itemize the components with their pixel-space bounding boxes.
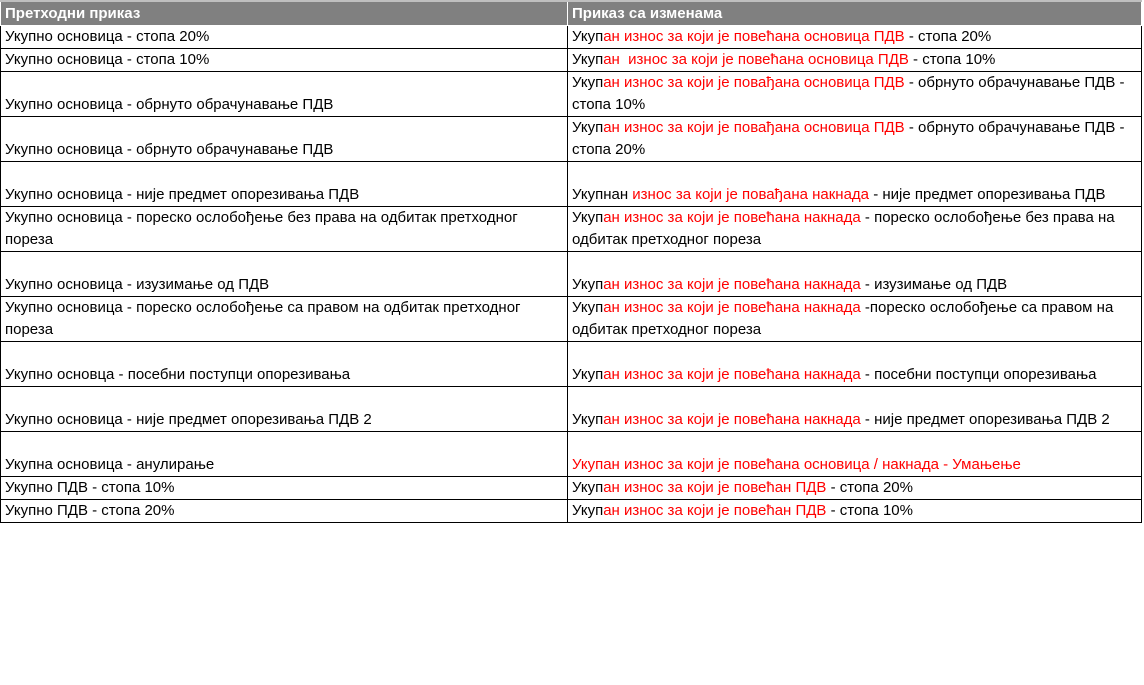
text-black: -пореско ослобођење са правом на одбитак претходног пореза	[572, 299, 1114, 338]
table-row	[1, 117, 1142, 162]
text-red: ан износ за који је повађана основица ПДВ	[603, 74, 905, 91]
table-row	[1, 162, 1142, 207]
text-black: - посебни поступци опорезивања	[860, 366, 1097, 383]
text-black: - стопа 20%	[826, 479, 913, 496]
text-black: - није предмет опорезивања ПДВ 2	[860, 411, 1110, 428]
text-red: ан износ за који је повађана основица ПДВ	[603, 119, 905, 136]
cell-changed[interactable]	[568, 252, 1142, 297]
text-red: ан износ за који је повећана основица ПДВ	[603, 28, 905, 45]
cell-changed[interactable]	[568, 477, 1142, 500]
cell-previous[interactable]: Укупно основица - обрнуто обрачунавање ПДВ	[1, 117, 568, 162]
text-red: ан износ за који је повећана накнада	[603, 411, 861, 428]
text-black: Укуп	[572, 28, 604, 45]
text-red: износ за који је повађана накнада	[632, 186, 870, 203]
cell-changed[interactable]	[568, 432, 1142, 477]
cell-previous[interactable]: Укупно основица - обрнуто обрачунавање ПДВ	[1, 72, 568, 117]
text-red: ан износ за који је повећана основица ПДВ	[603, 51, 909, 68]
text-red: ан износ за који је повећана накнада	[603, 299, 861, 316]
text-black: - није предмет опорезивања ПДВ	[869, 186, 1106, 203]
text-black: - обрнуто обрачунавање ПДВ - стопа 10%	[572, 74, 1125, 113]
text-red: ан износ за који је повећана накнада	[603, 209, 861, 226]
text-black: Укуп	[572, 209, 604, 226]
table-row	[1, 342, 1142, 387]
table-row	[1, 297, 1142, 342]
cell-previous[interactable]: Укупно основица - пореско ослобођење са правом на одбитак претходног пореза	[1, 297, 568, 342]
text-red: Укупан износ за који је повећана основица / накнада - Умањење	[572, 456, 1021, 473]
cell-previous[interactable]: Укупно основица - пореско ослобођење без права на одбитак претходног пореза	[1, 207, 568, 252]
cell-changed[interactable]	[568, 207, 1142, 252]
table-row	[1, 49, 1142, 72]
cell-previous[interactable]: Укупно основица - није предмет опорезивања ПДВ	[1, 162, 568, 207]
cell-changed[interactable]	[568, 49, 1142, 72]
cell-changed[interactable]	[568, 342, 1142, 387]
text-black: - стопа 10%	[826, 502, 913, 519]
text-black: Укуп	[572, 119, 604, 136]
cell-changed[interactable]	[568, 117, 1142, 162]
header-previous[interactable]: Претходни приказ	[1, 1, 568, 26]
table-row	[1, 500, 1142, 523]
cell-changed[interactable]	[568, 297, 1142, 342]
cell-changed[interactable]	[568, 72, 1142, 117]
text-black: Укуп	[572, 74, 604, 91]
cell-previous[interactable]: Укупно основица - изузимање од ПДВ	[1, 252, 568, 297]
cell-previous[interactable]: Укупно ПДВ - стопа 20%	[1, 500, 568, 523]
table-row	[1, 72, 1142, 117]
table-row	[1, 26, 1142, 49]
table-row	[1, 477, 1142, 500]
cell-changed[interactable]	[568, 500, 1142, 523]
text-black: Укуп	[572, 411, 604, 428]
cell-previous[interactable]: Укупна основица - анулирање	[1, 432, 568, 477]
text-black: Укуп	[572, 299, 604, 316]
text-black: Укуп	[572, 366, 604, 383]
text-black: - стопа 20%	[904, 28, 992, 45]
table-row	[1, 432, 1142, 477]
cell-previous[interactable]: Укупно основица - стопа 20%	[1, 26, 568, 49]
cell-changed[interactable]	[568, 387, 1142, 432]
text-black: - обрнуто обрачунавање ПДВ - стопа 20%	[572, 119, 1125, 158]
text-black: Укупнан	[572, 186, 633, 203]
table-row	[1, 387, 1142, 432]
cell-previous[interactable]: Укупно основица - није предмет опорезивања ПДВ 2	[1, 387, 568, 432]
header-changed[interactable]: Приказ са изменама	[568, 1, 1142, 26]
header-row	[1, 1, 1142, 26]
cell-previous[interactable]: Укупно основца - посебни поступци опорезивања	[1, 342, 568, 387]
text-black: - изузимање од ПДВ	[860, 276, 1008, 293]
text-black: - пореско ослобођење без права на одбитак претходног пореза	[572, 209, 1115, 248]
table-row	[1, 252, 1142, 297]
text-red: ан износ за који је повећан ПДВ	[603, 479, 827, 496]
text-red: ан износ за који је повећана накнада	[603, 276, 861, 293]
cell-changed[interactable]	[568, 162, 1142, 207]
text-black: Укуп	[572, 502, 604, 519]
cell-previous[interactable]: Укупно основица - стопа 10%	[1, 49, 568, 72]
text-red: ан износ за који је повећана накнада	[603, 366, 861, 383]
cell-previous[interactable]: Укупно ПДВ - стопа 10%	[1, 477, 568, 500]
table-row	[1, 207, 1142, 252]
text-black: - стопа 10%	[908, 51, 996, 68]
cell-changed[interactable]	[568, 26, 1142, 49]
text-black: Укуп	[572, 479, 604, 496]
text-black: Укуп	[572, 51, 604, 68]
text-black: Укуп	[572, 276, 604, 293]
text-red: ан износ за који је повећан ПДВ	[603, 502, 827, 519]
